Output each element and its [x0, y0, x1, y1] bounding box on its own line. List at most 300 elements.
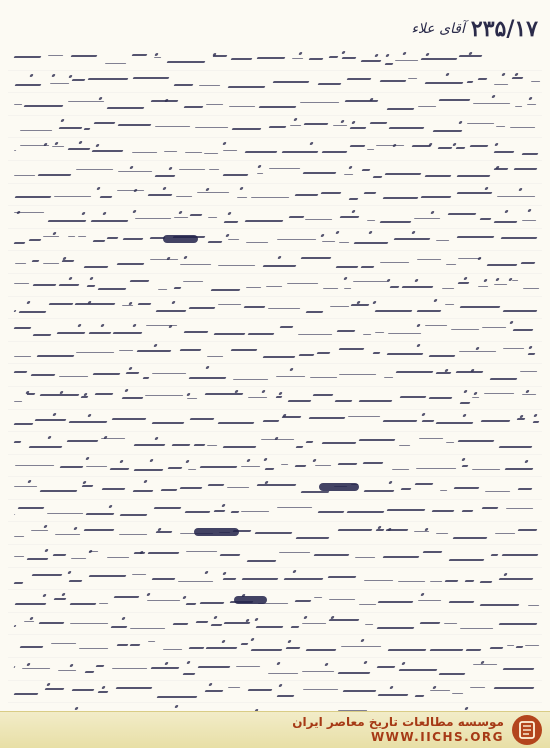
ink-stroke: [310, 377, 338, 378]
ink-stroke: [290, 125, 302, 126]
ink-stroke: [281, 464, 289, 465]
ink-stroke: [489, 647, 503, 649]
ink-dot: [433, 299, 437, 302]
ink-stroke: [67, 148, 90, 150]
ink-stroke: [254, 532, 292, 534]
ink-dot: [150, 459, 154, 462]
ink-dot: [213, 616, 217, 619]
ink-stroke: [349, 145, 365, 147]
handwritten-line: [8, 455, 542, 478]
ink-stroke: [173, 84, 193, 86]
ink-stroke: [491, 554, 499, 556]
ink-dot: [68, 277, 72, 280]
ink-stroke: [157, 696, 198, 698]
ink-dot: [96, 187, 100, 190]
crossed-out-word: [234, 596, 267, 604]
ink-stroke: [317, 511, 344, 513]
ink-dot: [221, 504, 225, 507]
ink-stroke: [347, 78, 372, 80]
ink-stroke: [92, 240, 105, 242]
ink-dot: [416, 344, 420, 347]
ink-dot: [312, 459, 316, 462]
ink-stroke: [460, 628, 493, 629]
ink-stroke: [493, 687, 534, 689]
ink-stroke: [401, 488, 412, 490]
ink-stroke: [14, 104, 22, 105]
ink-stroke: [84, 671, 94, 673]
ink-stroke: [457, 440, 494, 442]
ink-dot: [73, 527, 77, 530]
ink-dot: [527, 209, 531, 212]
ink-dot: [514, 73, 518, 76]
ink-stroke: [321, 192, 342, 194]
ink-stroke: [382, 556, 419, 558]
ink-stroke: [218, 265, 256, 266]
ink-stroke: [206, 647, 238, 649]
ink-stroke: [284, 578, 324, 580]
ink-stroke: [295, 446, 303, 448]
ink-stroke: [110, 468, 130, 470]
ink-stroke: [349, 198, 359, 200]
ink-dot: [69, 664, 73, 667]
handwritten-line: [8, 229, 542, 252]
ink-dot: [279, 392, 283, 395]
ink-dot: [88, 550, 92, 553]
ink-stroke: [429, 581, 442, 582]
ink-stroke: [211, 624, 223, 626]
iichs-logo-icon: [512, 715, 542, 745]
ink-stroke: [363, 462, 384, 464]
ink-dot: [222, 142, 226, 145]
ink-stroke: [131, 152, 157, 153]
ink-stroke: [453, 487, 479, 489]
ink-stroke: [387, 509, 426, 511]
ink-stroke: [497, 196, 535, 197]
ink-stroke: [262, 356, 295, 358]
ink-stroke: [382, 420, 417, 422]
ink-stroke: [36, 355, 74, 357]
ink-stroke: [532, 421, 539, 423]
ink-stroke: [452, 693, 463, 694]
ink-dot: [484, 187, 488, 190]
ink-dot: [463, 277, 467, 280]
ink-dot: [263, 458, 267, 461]
ink-stroke: [95, 393, 114, 395]
ink-stroke: [105, 63, 127, 64]
ink-stroke: [142, 377, 149, 379]
ink-stroke: [188, 469, 196, 470]
ink-dot: [525, 390, 529, 393]
ink-stroke: [367, 149, 374, 150]
ink-stroke: [498, 578, 533, 580]
ink-stroke: [132, 574, 147, 575]
ink-dot: [463, 414, 467, 417]
ink-stroke: [223, 174, 249, 176]
ink-dot: [209, 683, 213, 686]
ink-dot: [475, 347, 479, 350]
ink-dot: [246, 459, 250, 462]
ink-dot: [340, 120, 344, 123]
ink-dot: [351, 210, 355, 213]
ink-dot: [55, 142, 59, 145]
ink-stroke: [384, 63, 393, 65]
ink-stroke: [472, 397, 479, 398]
ink-dot: [61, 593, 65, 596]
ink-stroke: [328, 576, 357, 578]
ink-stroke: [515, 106, 523, 107]
ink-stroke: [359, 400, 393, 402]
ink-stroke: [339, 348, 365, 350]
ink-stroke: [87, 285, 96, 287]
ink-stroke: [483, 393, 513, 394]
ink-stroke: [329, 599, 356, 600]
ink-stroke: [296, 537, 330, 539]
ink-dot: [68, 75, 72, 78]
ink-stroke: [116, 190, 144, 191]
ink-stroke: [204, 690, 223, 692]
ink-stroke: [101, 488, 125, 490]
ink-dot: [425, 53, 429, 56]
ink-stroke: [469, 145, 488, 147]
ink-stroke: [493, 84, 507, 85]
ink-dot: [171, 301, 175, 304]
ink-stroke: [220, 554, 241, 556]
handwritten-line: [8, 432, 542, 455]
handwritten-line: [8, 319, 542, 342]
ink-stroke: [137, 303, 150, 305]
ink-dot: [528, 346, 532, 349]
ink-stroke: [183, 281, 204, 282]
ink-stroke: [394, 238, 431, 240]
ink-stroke: [154, 57, 161, 58]
ink-stroke: [399, 445, 411, 446]
ink-stroke: [18, 507, 45, 509]
ink-stroke: [207, 445, 218, 446]
ink-stroke: [299, 354, 315, 356]
ink-stroke: [479, 581, 492, 583]
ink-dot: [121, 617, 125, 620]
ink-stroke: [200, 466, 238, 468]
ink-dot: [477, 257, 481, 260]
ink-stroke: [83, 266, 108, 268]
ink-dot: [144, 480, 148, 483]
ink-stroke: [257, 57, 286, 59]
ink-stroke: [14, 401, 23, 402]
ink-stroke: [518, 488, 533, 490]
ink-dot: [43, 594, 47, 597]
ink-stroke: [364, 580, 394, 581]
ink-stroke: [471, 469, 500, 470]
ink-stroke: [272, 81, 309, 83]
handwritten-line: [8, 206, 542, 229]
ink-stroke: [47, 55, 63, 56]
ink-stroke: [210, 289, 240, 291]
ink-stroke: [52, 146, 64, 147]
ink-dot: [360, 639, 364, 642]
ink-stroke: [323, 288, 339, 289]
ink-stroke: [439, 673, 465, 675]
ink-stroke: [84, 529, 115, 531]
ink-stroke: [179, 487, 202, 489]
ink-stroke: [436, 240, 450, 241]
ink-stroke: [119, 534, 148, 535]
ink-stroke: [432, 130, 462, 132]
ink-stroke: [187, 398, 198, 399]
ink-stroke: [302, 689, 338, 690]
ink-dot: [473, 392, 477, 395]
ink-dot: [324, 663, 328, 666]
handwritten-line: [8, 477, 542, 500]
ink-stroke: [317, 83, 341, 85]
ink-stroke: [173, 623, 189, 625]
ink-stroke: [280, 326, 293, 328]
ink-stroke: [420, 196, 451, 198]
ink-stroke: [87, 78, 128, 80]
ink-stroke: [155, 531, 172, 533]
ink-stroke: [397, 581, 424, 582]
ink-stroke: [417, 106, 435, 107]
ink-stroke: [503, 310, 538, 312]
ink-stroke: [14, 371, 28, 373]
ink-dot: [414, 279, 418, 282]
ink-stroke: [276, 396, 283, 398]
ink-stroke: [276, 376, 306, 377]
ink-stroke: [503, 668, 535, 670]
ink-stroke: [185, 511, 211, 513]
ink-stroke: [408, 78, 417, 79]
ink-dot: [533, 414, 537, 417]
ink-stroke: [364, 490, 395, 492]
handwritten-line: [8, 116, 542, 139]
ink-stroke: [377, 627, 415, 629]
ink-stroke: [195, 621, 207, 623]
ink-stroke: [206, 104, 224, 105]
ink-dot: [162, 187, 166, 190]
ink-stroke: [341, 646, 381, 647]
ink-stroke: [287, 283, 318, 284]
handwritten-line: [8, 138, 542, 161]
ink-stroke: [380, 221, 412, 223]
ink-stroke: [14, 625, 17, 627]
ink-stroke: [27, 558, 49, 560]
ink-stroke: [466, 123, 494, 124]
ink-stroke: [521, 153, 538, 155]
ink-stroke: [375, 310, 413, 312]
ink-dot: [254, 618, 258, 621]
ink-stroke: [430, 690, 451, 691]
ink-stroke: [14, 536, 25, 537]
ink-stroke: [313, 597, 321, 598]
ink-stroke: [135, 218, 172, 219]
ink-stroke: [35, 419, 67, 421]
ink-stroke: [14, 514, 16, 515]
ink-dot: [78, 141, 82, 144]
ink-stroke: [361, 169, 370, 171]
ink-stroke: [14, 327, 32, 329]
ink-dot: [401, 662, 405, 665]
ink-stroke: [18, 311, 46, 313]
ink-stroke: [300, 257, 331, 259]
ink-stroke: [194, 444, 206, 446]
ink-stroke: [297, 334, 332, 335]
ink-dot: [428, 143, 432, 146]
ink-stroke: [277, 239, 316, 240]
ink-stroke: [528, 353, 536, 355]
ink-stroke: [338, 242, 348, 243]
ink-stroke: [494, 533, 515, 534]
ink-stroke: [305, 441, 313, 443]
ink-stroke: [290, 626, 299, 628]
ink-stroke: [505, 468, 534, 470]
ink-stroke: [445, 304, 455, 305]
ink-stroke: [333, 125, 348, 126]
ink-stroke: [414, 483, 433, 485]
ink-dot: [155, 53, 159, 56]
ink-dot: [95, 144, 99, 147]
ink-stroke: [14, 175, 36, 176]
ink-stroke: [184, 331, 209, 333]
ink-stroke: [526, 104, 536, 105]
ink-stroke: [189, 377, 227, 379]
handwritten-line: [8, 184, 542, 207]
ink-stroke: [106, 107, 144, 109]
ink-stroke: [520, 371, 538, 372]
ink-stroke: [60, 466, 84, 468]
ink-stroke: [113, 596, 139, 598]
ink-dot: [52, 232, 56, 235]
ink-stroke: [416, 310, 441, 312]
ink-stroke: [112, 418, 147, 420]
ink-dot: [221, 640, 225, 643]
ink-dot: [85, 457, 89, 460]
ink-stroke: [436, 372, 452, 374]
ink-stroke: [425, 175, 451, 177]
ink-stroke: [133, 490, 154, 492]
ink-stroke: [378, 694, 409, 696]
ink-stroke: [199, 602, 224, 604]
ink-dot: [363, 661, 367, 664]
handwritten-line: [8, 500, 542, 523]
ink-stroke: [473, 103, 510, 104]
ink-dot: [510, 321, 514, 324]
ink-stroke: [518, 529, 538, 531]
ink-stroke: [376, 145, 405, 146]
ink-stroke: [367, 220, 376, 221]
ink-stroke: [377, 601, 413, 603]
ink-stroke: [259, 106, 297, 108]
handwritten-letter: [8, 48, 542, 706]
ink-dot: [351, 121, 355, 124]
handwritten-line: [8, 93, 542, 116]
ink-stroke: [157, 289, 167, 290]
ink-stroke: [479, 218, 491, 220]
crossed-out-word: [163, 235, 198, 243]
ink-stroke: [69, 421, 108, 423]
ink-stroke: [428, 355, 455, 357]
ink-stroke: [531, 81, 540, 82]
ink-stroke: [429, 649, 463, 651]
ink-stroke: [493, 151, 514, 153]
ink-dot: [98, 97, 102, 100]
ink-stroke: [248, 397, 268, 398]
ink-stroke: [314, 465, 331, 466]
ink-stroke: [241, 578, 278, 580]
ink-stroke: [147, 641, 155, 642]
ink-stroke: [199, 85, 221, 86]
ink-stroke: [301, 623, 325, 624]
ink-stroke: [466, 649, 482, 651]
ink-stroke: [15, 603, 47, 605]
ink-dot: [206, 366, 210, 369]
ink-dot: [81, 212, 85, 215]
ink-dot: [183, 596, 187, 599]
ink-dot: [502, 73, 506, 76]
ink-stroke: [379, 80, 406, 82]
ink-stroke: [521, 262, 536, 264]
ink-stroke: [172, 444, 190, 446]
ink-stroke: [337, 330, 356, 332]
ink-stroke: [361, 266, 374, 268]
ink-dot: [27, 480, 31, 483]
ink-stroke: [29, 446, 63, 448]
ink-stroke: [442, 288, 455, 289]
handwritten-line: [8, 545, 542, 568]
ink-stroke: [24, 621, 35, 622]
ink-stroke: [436, 422, 474, 424]
ink-stroke: [151, 578, 175, 580]
ink-dot: [504, 210, 508, 213]
ink-stroke: [461, 465, 468, 467]
ink-dot: [518, 188, 522, 191]
ink-dot: [374, 54, 378, 57]
ink-stroke: [119, 350, 133, 351]
ink-stroke: [88, 575, 125, 577]
ink-stroke: [121, 305, 133, 306]
ink-stroke: [116, 263, 144, 265]
ink-dot: [422, 413, 426, 416]
ink-stroke: [440, 490, 448, 491]
ink-stroke: [517, 418, 526, 420]
ink-stroke: [39, 622, 65, 624]
ink-stroke: [54, 534, 80, 535]
handwritten-line: [8, 161, 542, 184]
ink-stroke: [24, 105, 64, 107]
ink-stroke: [89, 332, 112, 334]
ink-stroke: [95, 665, 104, 667]
ink-stroke: [370, 122, 387, 124]
ink-stroke: [496, 126, 506, 127]
ink-stroke: [438, 147, 453, 149]
ink-stroke: [84, 128, 91, 130]
ink-dot: [101, 324, 105, 327]
ink-stroke: [31, 260, 39, 262]
ink-stroke: [269, 168, 301, 169]
ink-stroke: [250, 649, 282, 651]
ink-stroke: [57, 670, 76, 671]
ink-stroke: [148, 552, 180, 554]
ink-stroke: [334, 400, 352, 402]
ink-dot: [430, 211, 434, 214]
ink-stroke: [256, 173, 263, 174]
ink-dot: [187, 661, 191, 664]
ink-stroke: [14, 556, 25, 557]
ink-stroke: [499, 446, 533, 448]
ink-stroke: [189, 307, 216, 309]
ink-stroke: [457, 282, 469, 284]
ink-stroke: [208, 484, 225, 486]
ink-stroke: [40, 490, 78, 492]
ink-stroke: [150, 259, 178, 260]
